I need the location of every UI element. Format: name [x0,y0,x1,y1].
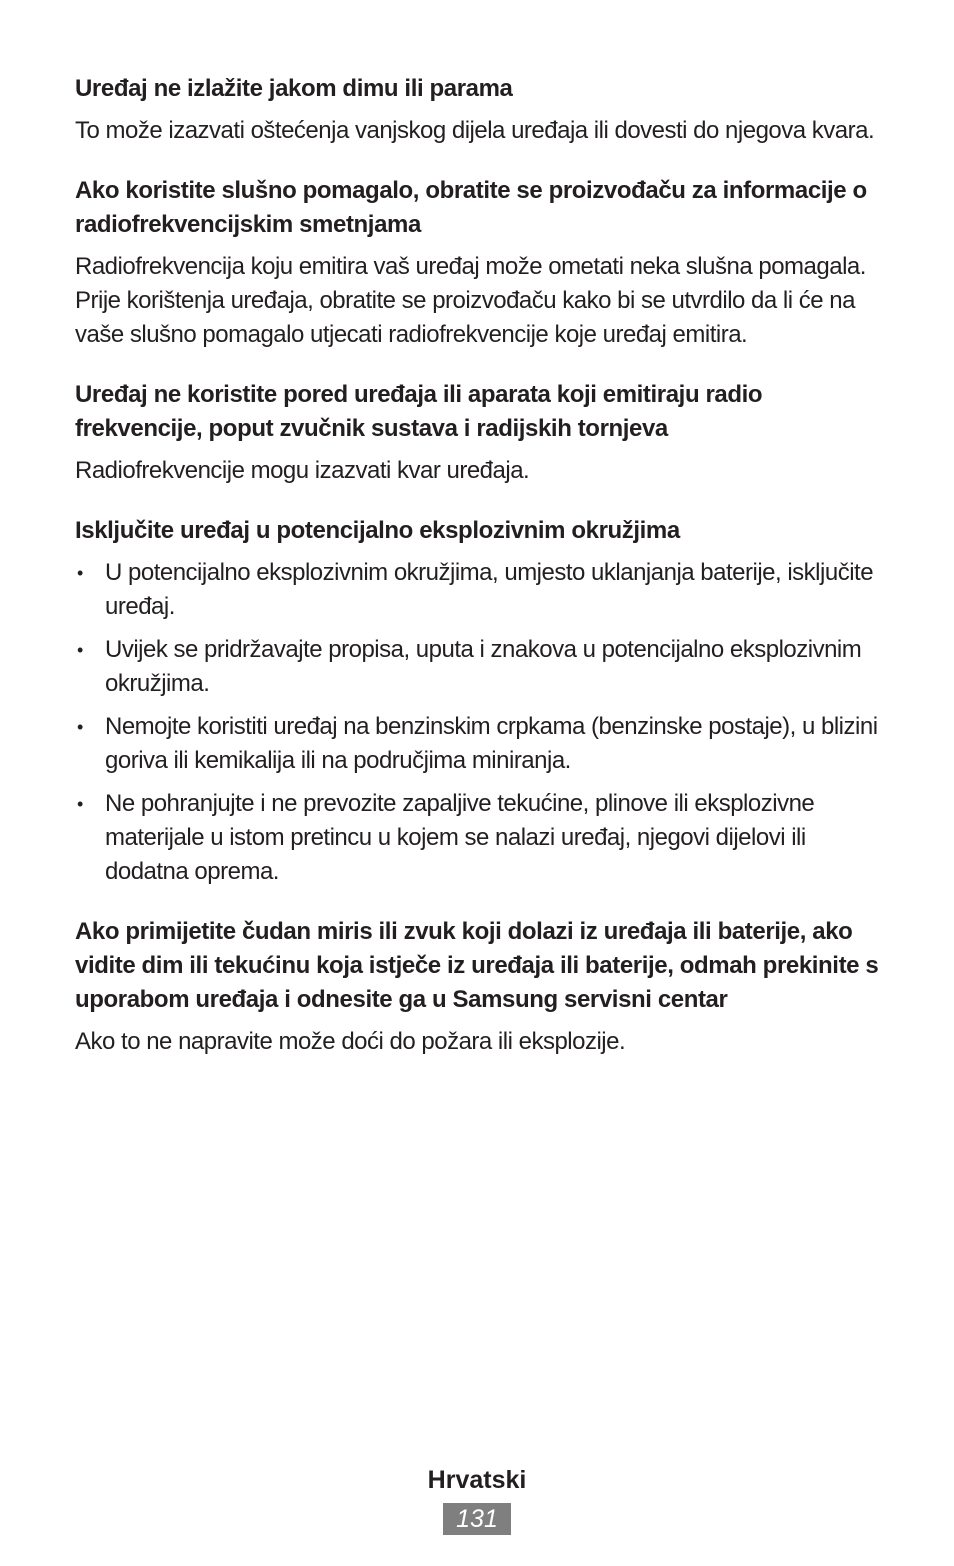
list-item [75,556,890,624]
page-content [75,72,890,1085]
section-body: To može izazvati oštećenja vanjskog dijela uređaja ili dovesti do njegova kvara. [75,117,875,144]
section-body: Radiofrekvencije mogu izazvati kvar uređaja. [75,457,530,484]
bullet-list [75,556,890,889]
footer-language: Hrvatski [427,1466,527,1494]
section-hearing-aid [75,174,890,352]
bullet-icon: • [77,794,83,814]
bullet-icon: • [77,717,83,737]
section-heading: Uređaj ne koristite pored uređaja ili aparata koji emitiraju radio frekvencije, poput zvučnik sustava i radijskih tornjeva [75,381,763,442]
list-item [75,787,890,889]
bullet-icon: • [77,563,83,583]
list-item-text: Nemojte koristiti uređaj na benzinskim crpkama (benzinske postaje), u blizini goriva ili kemikalija ili na područjima miniranja. [105,713,878,774]
section-strange-smell [75,915,890,1059]
list-item-text: U potencijalno eksplozivnim okružjima, umjesto uklanjanja baterije, isključite uređaj. [105,559,874,620]
list-item-text: Uvijek se pridržavajte propisa, uputa i znakova u potencijalno eksplozivnim okružjima. [105,636,862,697]
section-heading: Isključite uređaj u potencijalno eksplozivnim okružjima [75,517,680,544]
section-body: Radiofrekvencija koju emitira vaš uređaj može ometati neka slušna pomagala. Prije korištenja uređaja, obratite se proizvođaču kako bi se utvrdilo da li će na vaše slušno pomagalo utjecati radiofrekvencije koje uređaj emitira. [75,253,866,348]
section-explosive-environments [75,514,890,889]
list-item [75,633,890,701]
section-smoke-steam [75,72,890,148]
section-body: Ako to ne napravite može doći do požara ili eksplozije. [75,1028,626,1055]
page-number: 131 [443,1503,511,1535]
section-heading: Ako primijetite čudan miris ili zvuk koji dolazi iz uređaja ili baterije, ako vidite dim ili tekućinu koja istječe iz uređaja ili baterije, odmah prekinite s uporabom uređaja i odnesite ga u Samsung servisni centar [75,918,879,1013]
bullet-icon: • [77,640,83,660]
list-item [75,710,890,778]
section-heading: Uređaj ne izlažite jakom dimu ili parama [75,75,513,102]
section-heading: Ako koristite slušno pomagalo, obratite se proizvođaču za informacije o radiofrekvencijskim smetnjama [75,177,867,238]
list-item-text: Ne pohranjujte i ne prevozite zapaljive tekućine, plinove ili eksplozivne materijale u istom pretincu u kojem se nalazi uređaj, njegovi dijelovi ili dodatna oprema. [105,790,815,885]
section-radio-frequency [75,378,890,488]
